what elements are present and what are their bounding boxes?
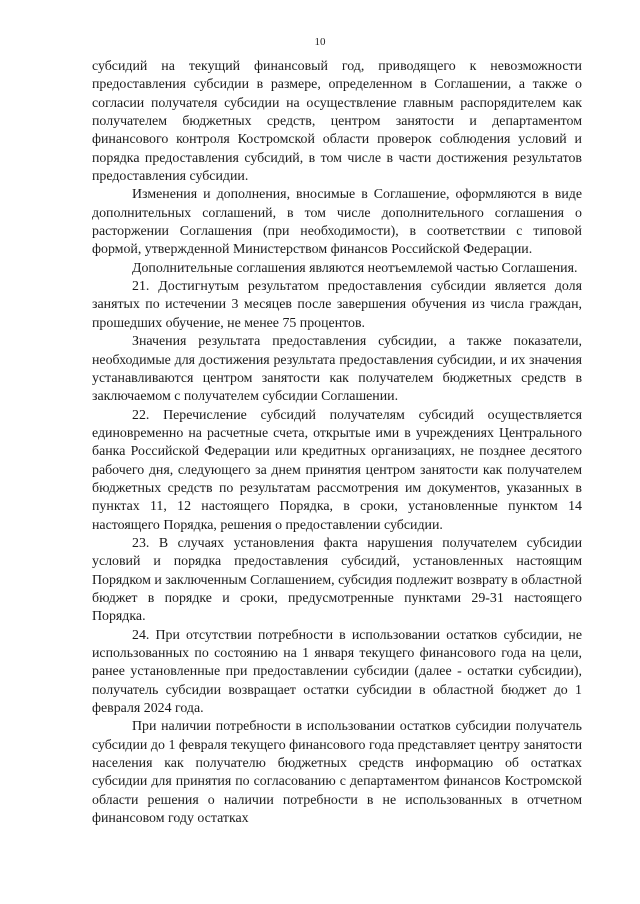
page-number: 10 (314, 36, 326, 48)
paragraph-remaining-subsidy: При наличии потребности в использовании остатков субсидии получатель субсидии до 1 февраля текущего финансового года представляет центру занятости населения как получателю бюджетных средств информацию об остатках субсидии для принятия по согласованию с департаментом финансов Костромской области решения о наличии потребности в не использованных в отчетном финансовом году остатках (92, 719, 582, 827)
paragraph-clause-21: 21. Достигнутым результатом предоставления субсидии является доля занятых по истечении 3 месяцев после завершения обучения из числа граждан, прошедших обучение, не менее 75 процентов. (92, 279, 582, 331)
paragraph-result-values: Значения результата предоставления субсидии, а также показатели, необходимые для достижения результата предоставления субсидии, и их значения устанавливаются центром занятости как получателем бюджетных средств в заключаемом с получателем субсидии Соглашении. (92, 334, 582, 405)
paragraph-clause-24: 24. При отсутствии потребности в использовании остатков субсидии, не использованных по состоянию на 1 января текущего финансового года на цели, ранее установленные при предоставлении субсидии (далее - остатки субсидии), получатель субсидии возвращает остатки субсидии в областной бюджет до 1 февраля 2024 года. (92, 627, 582, 717)
paragraph-continuation: субсидий на текущий финансовый год, приводящего к невозможности предоставления субсидии в размере, определенном в Соглашении, а также о согласии получателя субсидии на осуществление главным распорядителем как получателем бюджетных средств, центром занятости и департаментом финансового контроля Костромской области проверок соблюдения условий и порядка предоставления субсидий, в том числе в части достижения результатов предоставления субсидии. (92, 59, 582, 185)
document-body (92, 58, 582, 828)
paragraph-amendments: Изменения и дополнения, вносимые в Соглашение, оформляются в виде дополнительных соглашений, в том числе дополнительного соглашения о расторжении Соглашения (при необходимости), в соответствии с типовой формой, утвержденной Министерством финансов Российской Федерации. (92, 187, 582, 258)
paragraph-additional-agreements: Дополнительные соглашения являются неотъемлемой частью Соглашения. (132, 260, 578, 276)
paragraph-clause-22: 22. Перечисление субсидий получателям субсидий осуществляется единовременно на расчетные счета, открытые ими в учреждениях Центрального банка Российской Федерации или кредитных организациях, не позднее десятого рабочего дня, следующего за днем принятия центром занятости как получателем бюджетных средств по результатам рассмотрения им документов, указанных в пунктах 11, 12 настоящего Порядка, в сроки, установленные пунктом 14 настоящего Порядка, решения о предоставлении субсидии. (92, 407, 582, 533)
paragraph-clause-23: 23. В случаях установления факта нарушения получателем субсидии условий и порядка предоставления субсидий, установленных настоящим Порядком и заключенным Соглашением, субсидия подлежит возврату в областной бюджет в порядке и сроки, предусмотренные пунктами 29-31 настоящего Порядка. (92, 535, 582, 625)
